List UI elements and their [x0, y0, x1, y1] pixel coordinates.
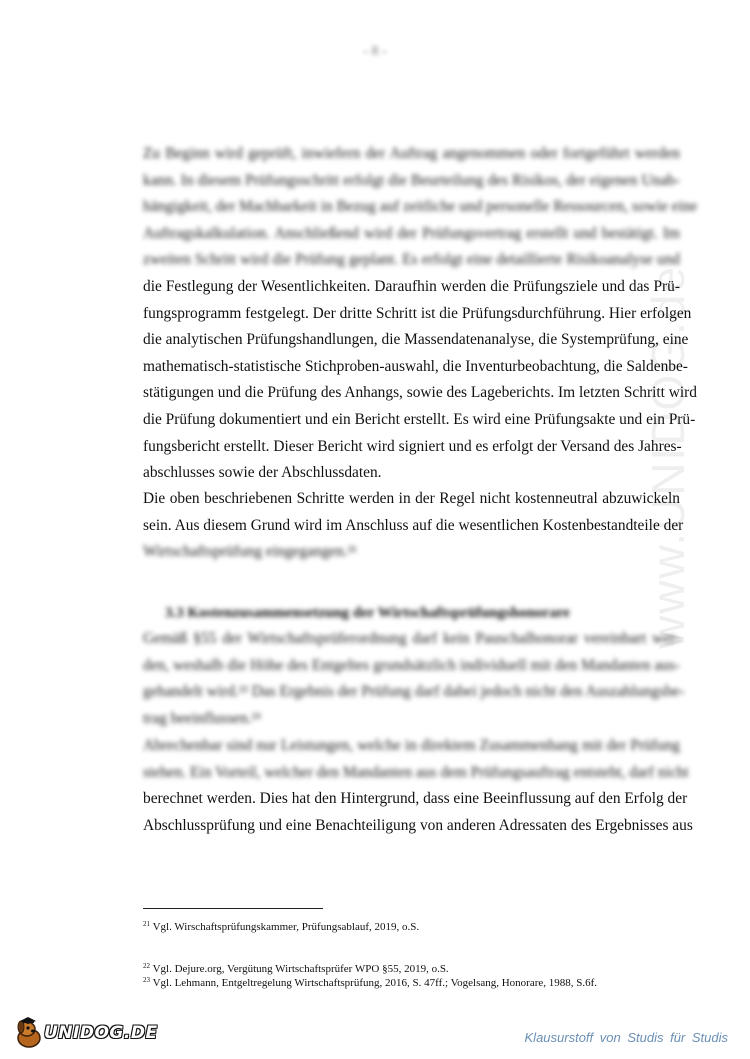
- blurred-line: trag beeinflussen.²³: [143, 709, 261, 727]
- watermark-text: www.UNIDOG.de: [642, 265, 694, 649]
- blurred-line: Abrechenbar sind nur Leistungen, welche in direktem Zusammenhang mit der Prüfung: [143, 737, 680, 754]
- blurred-line: Zu Beginn wird geprüft, inwiefern der Auftrag angenommen oder fortgeführt werden: [143, 145, 680, 162]
- text-line: fungsbericht erstellt. Dieser Bericht wird signiert und es erfolgt der Versand des Jahres-: [143, 437, 682, 455]
- text-line: sein. Aus diesem Grund wird im Anschluss auf die wesentlichen Kostenbestandteile der: [143, 516, 684, 534]
- blurred-line: kann. In diesem Prüfungsschritt erfolgt die Beurteilung des Risikos, der eigenen Unab-: [143, 171, 680, 189]
- footnote-text: Vgl. Wirschaftsprüfungskammer, Prüfungsablauf, 2019, o.S.: [152, 921, 420, 933]
- blurred-line: gehandelt wird.²² Das Ergebnis der Prüfung darf dabei jedoch nicht den Auszahlungsbe-: [143, 683, 685, 701]
- blurred-line: Gemäß §55 der Wirtschaftsprüferordnung darf kein Pauschalhonorar vereinbart wer-: [143, 630, 680, 647]
- paragraph-3: [143, 626, 685, 732]
- dog-mascot-icon: [12, 1016, 46, 1050]
- text-line: berechnet werden. Dies hat den Hintergrund, dass eine Beeinflussung auf den Erfolg der: [143, 790, 688, 808]
- text-line: fungsprogramm festgelegt. Der dritte Schritt ist die Prüfungsdurchführung. Hier erfolgen: [143, 304, 692, 322]
- blurred-line: zweiten Schritt wird die Prüfung geplant. Es erfolgt eine detaillierte Risikoanalyse und: [143, 251, 680, 269]
- footnote-text: Vgl. Dejure.org, Vergütung Wirtschaftsprüfer WPO §55, 2019, o.S.: [152, 963, 449, 975]
- blurred-line: Auftragskalkulation. Anschließend wird der Prüfungsvertrag erstellt und bestätigt. Im: [143, 224, 680, 242]
- text-line: Die oben beschriebenen Schritte werden in der Regel nicht kostenneutral abzuwickeln: [143, 490, 680, 507]
- blurred-line: den, weshalb die Höhe des Entgeltes grundsätzlich individuell mit den Mandanten aus-: [143, 656, 680, 674]
- footnote-23: [143, 974, 597, 990]
- blurred-line: stehen. Ein Vorteil, welcher den Mandanten aus dem Prüfungsauftrag entsteht, darf nicht: [143, 763, 689, 781]
- footnote-21: [143, 918, 419, 934]
- footnote-number: 22: [143, 962, 150, 970]
- footnote-separator: [143, 908, 323, 909]
- blurred-line: Wirtschaftsprüfung eingegangen.²¹: [143, 543, 357, 561]
- paragraph-4: [143, 733, 693, 839]
- text-line: abschlusses sowie der Abschlussdaten.: [143, 464, 382, 482]
- tagline: Klausurstoff von Studis für Studis: [524, 1030, 728, 1045]
- text-line: die Prüfung dokumentiert und ein Bericht erstellt. Es wird eine Prüfungsakte und ein Prü-: [143, 410, 696, 428]
- section-heading: 3.3 Kostenzusammensetzung der Wirtschaftsprüfungshonorare: [165, 605, 570, 621]
- page-number: - 8 -: [363, 44, 387, 59]
- text-line: Abschlussprüfung und eine Benachteiligung von anderen Adressaten des Ergebnisses aus: [143, 816, 693, 834]
- text-line: stätigungen und die Prüfung des Anhangs, sowie des Lageberichts. Im letzten Schritt wird: [143, 384, 697, 402]
- footnote-text: Vgl. Lehmann, Entgeltregelung Wirtschaftsprüfung, 2016, S. 47ff.; Vogelsang, Honorare, 1988, S.6f.: [152, 977, 598, 989]
- text-line: die analytischen Prüfungshandlungen, die Massendatenanalyse, die Systemprüfung, eine: [143, 331, 689, 349]
- footnote-number: 21: [143, 920, 150, 928]
- text-line: mathematisch-statistische Stichproben-auswahl, die Inventurbeobachtung, die Saldenbe-: [143, 357, 688, 375]
- unidog-logo[interactable]: [12, 1015, 162, 1051]
- blurred-line: hängigkeit, der Machbarkeit in Bezug auf zeitliche und personelle Ressourcen, sowie eine: [143, 198, 698, 216]
- paragraph-2: [143, 486, 684, 566]
- text-line: die Festlegung der Wesentlichkeiten. Daraufhin werden die Prüfungsziele und das Prü-: [143, 277, 680, 295]
- logo-text: UNIDOG.DE: [44, 1023, 158, 1043]
- footnote-number: 23: [143, 976, 150, 984]
